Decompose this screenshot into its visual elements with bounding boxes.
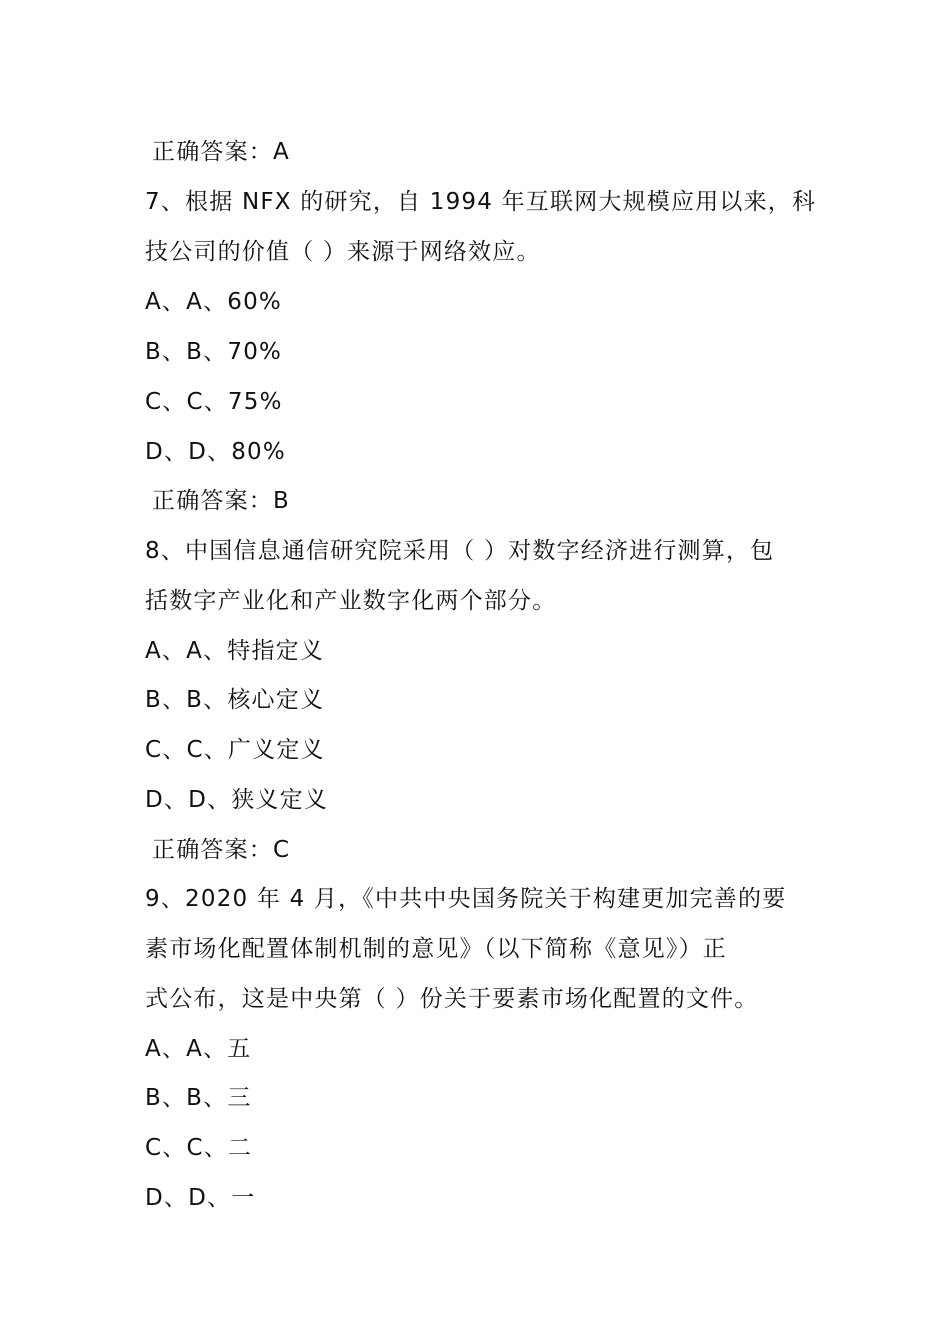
question-9-option-d: D、D、一 — [145, 1185, 256, 1211]
question-8-option-d: D、D、狭义定义 — [145, 787, 329, 813]
question-7-text-line-2: 技公司的价值（ ）来源于网络效应。 — [145, 239, 541, 265]
question-7-option-c: C、C、75% — [145, 389, 283, 415]
correct-answer-6: 正确答案：A — [152, 139, 290, 165]
question-8-text-line-1: 8、中国信息通信研究院采用（ ）对数字经济进行测算，包 — [145, 538, 775, 564]
question-9-option-b: B、B、三 — [145, 1085, 252, 1111]
question-8-text-line-2: 括数字产业化和产业数字化两个部分。 — [145, 588, 557, 614]
correct-answer-7: 正确答案：B — [152, 488, 290, 514]
question-8-option-b: B、B、核心定义 — [145, 687, 325, 713]
question-7-option-b: B、B、70% — [145, 339, 283, 365]
question-9-text-line-2: 素市场化配置体制机制的意见》（以下简称《意见》）正 — [145, 936, 727, 962]
question-9-text-line-3: 式公布，这是中央第（ ）份关于要素市场化配置的文件。 — [145, 986, 759, 1012]
question-9-text-line-1: 9、2020 年 4 月，《中共中央国务院关于构建更加完善的要 — [145, 886, 787, 912]
question-7-text-line-1: 7、根据 NFX 的研究，自 1994 年互联网大规模应用以来，科 — [145, 189, 817, 215]
correct-answer-8: 正确答案：C — [152, 837, 291, 863]
question-8-option-a: A、A、特指定义 — [145, 638, 325, 664]
question-9-option-a: A、A、五 — [145, 1036, 252, 1062]
question-7-option-d: D、D、80% — [145, 439, 286, 465]
question-8-option-c: C、C、广义定义 — [145, 737, 325, 763]
question-7-option-a: A、A、60% — [145, 289, 282, 315]
question-9-option-c: C、C、二 — [145, 1135, 253, 1161]
